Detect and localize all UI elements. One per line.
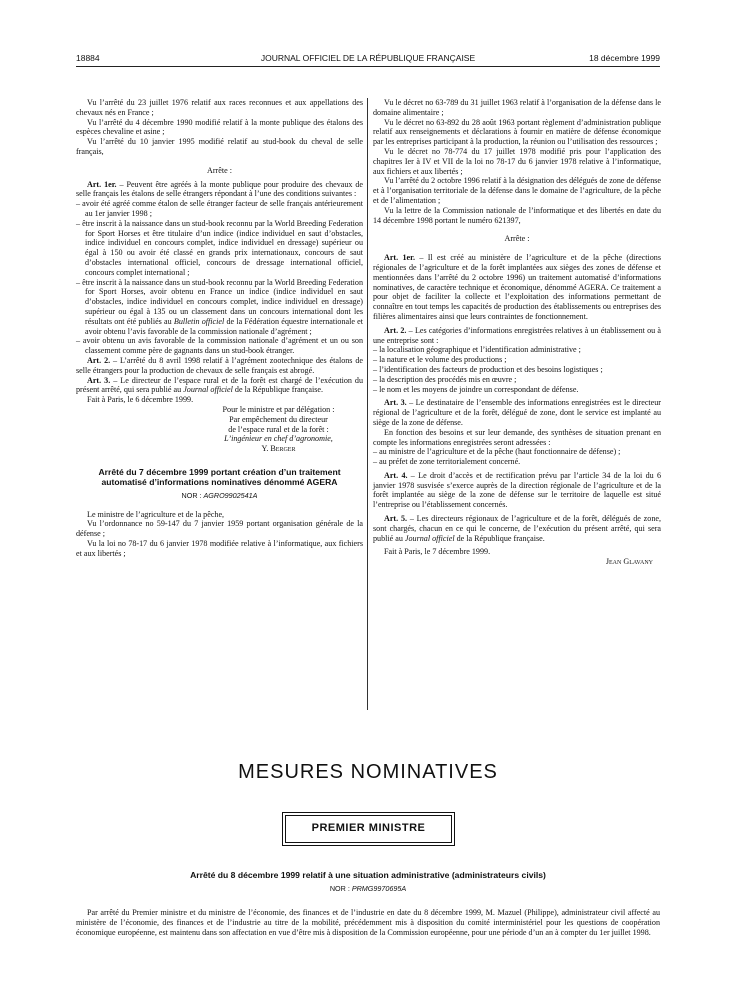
- decree-text: Par arrêté du Premier ministre et du ministre de l’économie, des finances et de l’industrie en date du 8 décembre 1999, M. Mazuel (Philippe), administrateur civil affecté au ministère de l’économie, des finances et de l’industrie au titre de la mobilité, précédemment mis à disposition du comité interministériel pour les questions de coopération économique européenne, est maintenu dans son affectation en vue d’être mis à disposition de la Commission européenne, pour une période d’un an à compter du 1er juillet 1998.: [76, 908, 660, 937]
- nor-reference: NOR : PRMG9970695A: [329, 884, 407, 893]
- article-label: Art. 3.: [87, 375, 111, 385]
- column-divider: [367, 98, 368, 710]
- vu-clause: Vu l’arrêté du 2 octobre 1996 relatif à la désignation des délégués de zone de défense et à l’organisation territoriale de la défense dans le domaine de l’agriculture, de la pêche et de l’alimentation ;: [373, 176, 661, 205]
- article-1: [76, 180, 363, 200]
- article-5: Art. 5. – Les directeurs régionaux de l’agriculture et de la forêt, délégués de zone, sont chargés, chacun en ce qui le concerne, de l’exécution du présent arrêté, qui sera publié au Journal officiel de la République française.: [373, 514, 661, 543]
- list-item: – avoir obtenu un avis favorable de la commission nationale d’agrément et un ou son classement comme père de gagnants dans un stud-book étranger.: [76, 336, 363, 356]
- vu-clause: Vu le décret no 78-774 du 17 juillet 1978 modifié pris pour l’application des chapitres Ier à IV et VII de la loi no 78-17 du 6 janvier 1978 relative à l’informatique, aux fichiers et aux libertés ;: [373, 146, 661, 176]
- article-3: Art. 3. – Le directeur de l’espace rural et de la forêt est chargé de l’exécution du présent arrêté, qui sera publié au Journal officiel de la République française.: [76, 375, 363, 395]
- issue-date: 18 décembre 1999: [589, 53, 660, 63]
- ministry-box-title: PREMIER MINISTRE: [285, 815, 452, 843]
- article-text: – L’arrêté du 8 avril 1998 relatif à l’agrément zootechnique des étalons de selle étrangers pour la production de chevaux de selle français est abrogé.: [76, 355, 363, 375]
- list-item: – la nature et le volume des productions ;: [373, 355, 507, 365]
- vu-clause: Vu l’arrêté du 10 janvier 1995 modifié relatif au stud-book du cheval de selle français,: [76, 137, 363, 156]
- article-text: – Peuvent être agréés à la monte publique pour produire des chevaux de selle français les étalons de selle étrangers répondant à l’une des conditions suivantes :: [76, 179, 363, 199]
- list-item: – le nom et les moyens de joindre un correspondant de défense.: [373, 384, 579, 394]
- signer-name: Jean Glavany: [605, 557, 653, 567]
- section-title: MESURES NOMINATIVES: [238, 761, 498, 783]
- vu-clause: Vu l’arrêté du 4 décembre 1990 modifié relatif à la monte publique des étalons des espèces chevaline et asine ;: [76, 117, 363, 137]
- article-text: – Le destinataire de l’ensemble des informations enregistrées est le directeur régional de l’agriculture et de la forêt, délégué de zone, dont le service est implanté au siège de la zone de défense.: [373, 398, 661, 427]
- article-label: Art. 1er.: [87, 179, 117, 189]
- list-item: – la description des procédés mis en œuvre ;: [373, 374, 517, 384]
- nor-reference: NOR : AGRO9902541A: [181, 490, 258, 500]
- article-1: [373, 253, 661, 322]
- list-item: – être inscrit à la naissance dans un stud-book reconnu par la World Breeding Federation for Sport Horses et être titulaire d’un indice (indice individuel en saut d’obstacles, indice individuel en concours complet, indice individuel en dressage) supérieur ou égal à 150 ou avoir été classé en grands prix internationaux, concours de saut d’obstacles international officiel, concours de dressage international officiel, concours complet international ;: [76, 218, 363, 277]
- list-item: – au ministre de l’agriculture et de la pêche (haut fonctionnaire de défense) ;: [373, 447, 621, 457]
- signature-block: Pour le ministre et par délégation : Par empêchement du directeur de l’espace rural et de la forêt : L’ingénieur en chef d’agronomie, Y. Berger: [194, 405, 363, 454]
- page-number: 18884: [76, 53, 100, 63]
- arrete-heading: Arrête :: [207, 165, 232, 175]
- minister-line: Le ministre de l’agriculture et de la pêche,: [87, 509, 225, 519]
- article-label: Art. 2.: [87, 355, 111, 365]
- vu-clause: Vu l’ordonnance no 59-147 du 7 janvier 1959 portant organisation générale de la défense ;: [76, 519, 363, 539]
- vu-clause: Vu la lettre de la Commission nationale de l’informatique et des libertés en date du 14 décembre 1998 portant le numéro 621397,: [373, 205, 661, 225]
- arrete-heading: Arrête :: [504, 234, 530, 244]
- article-text: – Les catégories d’informations enregistrées relatives à un établissement ou à une entreprise sont :: [373, 325, 661, 345]
- article-label: Art. 2.: [384, 325, 407, 335]
- vu-clause: Vu l’arrêté du 23 juillet 1976 relatif aux races reconnues et aux appellations des chevaux nés en France ;: [76, 98, 363, 117]
- right-column: [373, 98, 661, 567]
- article-2: [373, 326, 661, 346]
- article-text: – Il est créé au ministère de l’agriculture et de la pêche (directions régionales de l’agriculture et de la forêt implantées aux sièges des zones de défense et mentionnées dans l’arrêté du 2 octobre 1996) un traitement automatisé d’informations nominatives, de caractère technique et économique, dénommé AGERA. Ce traitement a pour objet de faciliter la collecte et l’exploitation des informations permettant de connaître en tout temps les capacités de production des établissements ou entreprises des filières alimentaires ainsi que leurs contraintes de fonctionnement.: [373, 253, 661, 321]
- article-label: Art. 4.: [384, 470, 408, 480]
- article-label: Art. 5.: [384, 514, 408, 524]
- signing-place-date: Fait à Paris, le 7 décembre 1999.: [384, 547, 491, 557]
- page-header: [76, 53, 660, 67]
- signer-name: Y. Berger: [261, 444, 296, 454]
- vu-clause: Vu le décret no 63-789 du 31 juillet 1963 relatif à l’organisation de la défense dans le domaine alimentaire ;: [373, 98, 661, 117]
- left-column: [76, 98, 363, 559]
- list-item: – l’identification des facteurs de production et des besoins logistiques ;: [373, 364, 603, 374]
- article-label: Art. 1er.: [384, 253, 416, 263]
- article-3: [373, 398, 661, 427]
- vu-clause: Vu le décret no 63-892 du 28 août 1963 portant règlement d’administration publique relatif aux renseignements et déclarations à fournir en matière de défense économique par les entreprises participant à la production, la réunion ou l’utilisation des ressources ;: [373, 117, 661, 147]
- article-4: [373, 471, 661, 510]
- list-item: – avoir été agréé comme étalon de selle étranger facteur de selle français antérieurement au 1er janvier 1998 ;: [76, 199, 363, 218]
- decree-title: Arrêté du 7 décembre 1999 portant création d’un traitement automatisé d’informations nominatives dénommé AGERA: [98, 466, 341, 487]
- list-item: – la localisation géographique et l’identification administrative ;: [373, 345, 581, 355]
- article-label: Art. 3.: [384, 398, 407, 408]
- article-paragraph: En fonction des besoins et sur leur demande, des synthèses de situation prenant en compte les informations enregistrées seront adressées :: [373, 427, 661, 447]
- article-2: [76, 356, 363, 376]
- signing-place-date: Fait à Paris, le 6 décembre 1999.: [87, 395, 194, 405]
- article-text: – Le droit d’accès et de rectification prévu par l’article 34 de la loi du 6 janvier 1978 susvisée s’exerce auprès de la direction régionale de l’agriculture et de la forêt implantée au siège de la zone de défense sur le territoire de laquelle est situé l’entreprise ou l’établissement concernés.: [373, 470, 661, 510]
- list-item: – être inscrit à la naissance dans un stud-book reconnu par la World Breeding Federation for Sport Horses, avoir obtenu en France un indice (indice individuel en saut d’obstacles, indice individuel en concours complet, indice individuel en dressage) supérieur ou égal à 135 ou un classement dans un concours international dont les résultats ont été publiés au Bulletin officiel de la Fédération équestre internationale et avoir obtenu l’avis favorable de la commission nationale d’agrément ;: [76, 277, 363, 336]
- decree-title: Arrêté du 8 décembre 1999 relatif à une situation administrative (administrateurs civils): [190, 870, 546, 880]
- journal-title: JOURNAL OFFICIEL DE LA RÉPUBLIQUE FRANÇAISE: [260, 53, 476, 63]
- list-item: – au préfet de zone territorialement concerné.: [373, 457, 521, 467]
- vu-clause: Vu la loi no 78-17 du 6 janvier 1978 modifiée relative à l’informatique, aux fichiers et aux libertés ;: [76, 539, 363, 558]
- header-rule: [76, 66, 660, 67]
